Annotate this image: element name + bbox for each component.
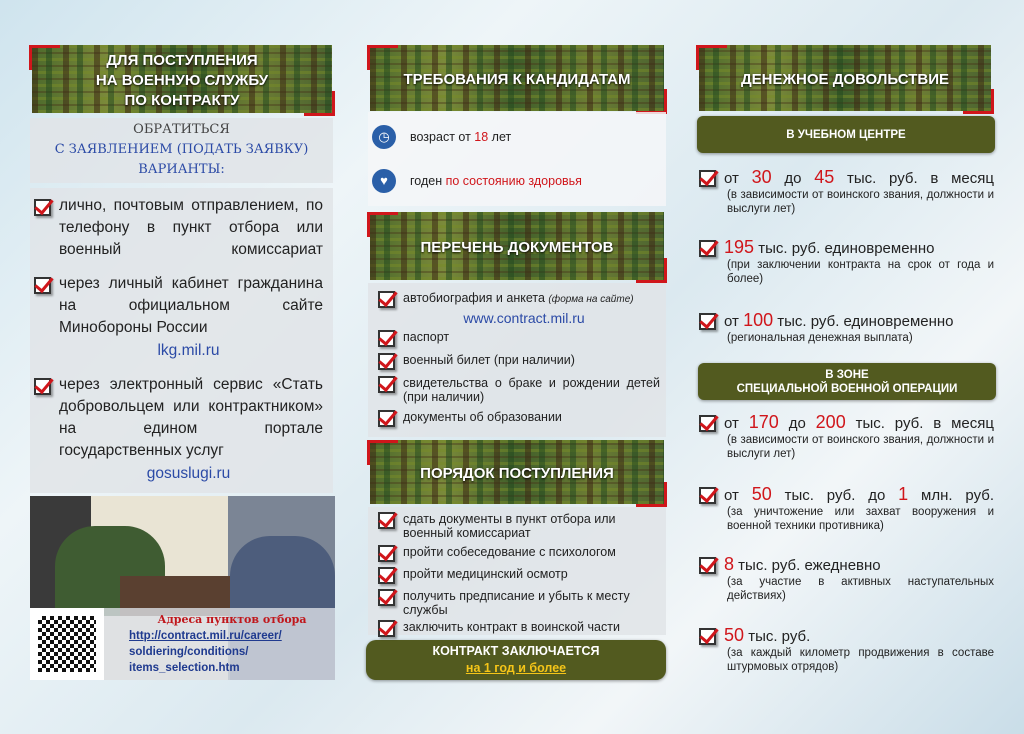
allowance-item xyxy=(699,413,994,461)
procedure-step xyxy=(378,545,660,562)
apply-line: ОБРАТИТЬСЯ xyxy=(133,122,230,137)
documents-list xyxy=(368,283,666,437)
apply-line: ВАРИАНТЫ: xyxy=(138,162,225,177)
checkbox-icon xyxy=(378,620,395,637)
document-item xyxy=(378,353,660,370)
checkbox-icon xyxy=(34,199,51,216)
checkbox-icon xyxy=(378,410,395,427)
qr-pattern xyxy=(38,616,96,672)
document-item xyxy=(378,291,660,308)
amount-value: 45 xyxy=(814,167,835,187)
step-text: получить предписание и убыть к месту службы xyxy=(403,589,630,617)
svo-header-line: В ЗОНЕ xyxy=(825,368,869,381)
allowance-item xyxy=(699,485,994,533)
amount-text: от xyxy=(724,487,752,504)
allowance-amount xyxy=(699,311,994,331)
gosuslugi-link[interactable]: gosuslugi.ru xyxy=(146,465,231,482)
amount-text: тыс. руб. в месяц xyxy=(845,415,994,432)
amount-value: 100 xyxy=(743,310,774,330)
training-center-header: В УЧЕБНОМ ЦЕНТРЕ xyxy=(697,116,995,153)
document-note: (форма на сайте) xyxy=(548,294,634,305)
allowance-item xyxy=(699,168,994,216)
addresses-url[interactable]: items_selection.htm xyxy=(129,662,240,674)
requirement-health xyxy=(372,169,666,193)
amount-text: тыс. руб. xyxy=(744,628,811,645)
documents-header: ПЕРЕЧЕНЬ ДОКУМЕНТОВ xyxy=(370,212,664,280)
procedure-step xyxy=(378,589,660,617)
contract-term-label: КОНТРАКТ ЗАКЛЮЧАЕТСЯ xyxy=(432,644,600,658)
header-line: ДЛЯ ПОСТУПЛЕНИЯ xyxy=(106,51,258,69)
document-text: военный билет (при наличии) xyxy=(403,353,575,367)
document-text: автобиография и анкета xyxy=(403,291,549,305)
amount-value: 1 xyxy=(898,484,909,504)
amount-value: 50 xyxy=(751,484,772,504)
heart-pulse-icon: ♥ xyxy=(372,169,396,193)
document-item xyxy=(378,330,660,347)
amount-text: тыс. руб. единовременно xyxy=(773,313,954,330)
checkbox-icon xyxy=(34,277,51,294)
amount-value: 50 xyxy=(724,625,745,645)
clock-icon: ◷ xyxy=(372,125,396,149)
requirements-box xyxy=(368,112,666,206)
req-value: 18 xyxy=(474,130,489,144)
checkbox-icon xyxy=(378,353,395,370)
option-text: лично, почтовым отправлением, по телефону в пункт отбора или военный комиссариат xyxy=(59,197,323,258)
document-item xyxy=(378,376,660,404)
document-text: документы об образовании xyxy=(403,410,562,424)
addresses-url[interactable]: http://contract.mil.ru/career/ xyxy=(129,630,282,642)
allowance-amount xyxy=(699,626,994,646)
recruitment-photo xyxy=(30,496,335,680)
amount-text: от xyxy=(724,415,749,432)
amount-value: 200 xyxy=(815,412,846,432)
allowance-header: ДЕНЕЖНОЕ ДОВОЛЬСТВИЕ xyxy=(699,45,991,111)
requirements-header: ТРЕБОВАНИЯ К КАНДИДАТАМ xyxy=(370,45,664,111)
options-box xyxy=(30,188,333,493)
document-text: свидетельства о браке и рождении детей (при наличии) xyxy=(403,376,660,404)
checkbox-icon xyxy=(699,557,716,574)
checkbox-icon xyxy=(699,240,716,257)
requirement-text xyxy=(410,174,582,188)
qr-code[interactable] xyxy=(30,608,104,680)
allowance-item xyxy=(699,238,994,286)
amount-value: 30 xyxy=(751,167,772,187)
requirement-text xyxy=(410,130,511,144)
allowance-note: (при заключении контракта на срок от года и более) xyxy=(727,259,994,285)
allowance-item xyxy=(699,311,994,345)
amount-text: тыс. руб. в месяц xyxy=(834,170,994,187)
document-text: паспорт xyxy=(403,330,450,344)
req-value: по состоянию здоровья xyxy=(445,174,582,188)
step-text: заключить контракт в воинской части xyxy=(403,620,620,634)
allowance-note: (за каждый километр продвижения в составе штурмовых отрядов) xyxy=(727,647,994,673)
procedure-step xyxy=(378,620,660,637)
allowance-amount xyxy=(699,485,994,505)
option-item xyxy=(34,374,323,462)
allowance-item xyxy=(699,555,994,603)
apply-box xyxy=(30,118,333,183)
allowance-amount xyxy=(699,238,994,258)
checkbox-icon xyxy=(699,170,716,187)
allowance-item xyxy=(699,626,994,674)
procedure-step xyxy=(378,567,660,584)
procedure-list xyxy=(368,507,666,635)
procedure-header: ПОРЯДОК ПОСТУПЛЕНИЯ xyxy=(370,440,664,504)
step-text: сдать документы в пункт отбора или военный комиссариат xyxy=(403,512,616,540)
checkbox-icon xyxy=(378,589,395,606)
checkbox-icon xyxy=(34,378,51,395)
svo-header-line: СПЕЦИАЛЬНОЙ ВОЕННОЙ ОПЕРАЦИИ xyxy=(736,382,958,395)
amount-text: до xyxy=(771,170,815,187)
option-text: через электронный сервис «Стать добровольцем или контрактником» на едином портале государственных услуг xyxy=(59,376,323,459)
req-label: возраст от xyxy=(410,130,475,144)
amount-text: тыс. руб. ежедневно xyxy=(734,557,881,574)
req-label: годен xyxy=(410,174,446,188)
step-text: пройти медицинский осмотр xyxy=(403,567,568,581)
checkbox-icon xyxy=(699,487,716,504)
amount-text: до xyxy=(778,415,816,432)
procedure-step xyxy=(378,512,660,540)
apply-line: С ЗАЯВЛЕНИЕМ (ПОДАТЬ ЗАЯВКУ) xyxy=(54,142,309,157)
req-suffix: лет xyxy=(488,130,512,144)
checkbox-icon xyxy=(699,313,716,330)
allowance-note: (за уничтожение или захват вооружения и военной техники противника) xyxy=(727,506,994,532)
checkbox-icon xyxy=(378,291,395,308)
amount-text: тыс. руб. до xyxy=(771,487,899,504)
checkbox-icon xyxy=(699,628,716,645)
checkbox-icon xyxy=(699,415,716,432)
allowance-amount xyxy=(699,168,994,188)
allowance-note: (в зависимости от воинского звания, должности и выслуги лет) xyxy=(727,189,994,215)
contract-term-value: на 1 год и более xyxy=(465,661,567,675)
allowance-note: (за участие в активных наступательных действиях) xyxy=(727,576,994,602)
header-line: ПО КОНТРАКТУ xyxy=(124,91,240,109)
amount-text: от xyxy=(724,170,752,187)
option-item xyxy=(34,273,323,339)
checkbox-icon xyxy=(378,512,395,529)
amount-text: тыс. руб. единовременно xyxy=(754,240,935,257)
option-item xyxy=(34,195,323,261)
contract-term-box xyxy=(366,640,666,680)
lkg-link[interactable]: lkg.mil.ru xyxy=(157,342,220,359)
header-line: НА ВОЕННУЮ СЛУЖБУ xyxy=(95,71,269,89)
allowance-amount xyxy=(699,555,994,575)
document-item xyxy=(378,410,660,427)
contract-service-header xyxy=(32,45,332,113)
option-text: через личный кабинет гражданина на официальном сайте Минобороны России xyxy=(59,275,323,336)
svo-header xyxy=(698,363,996,400)
amount-text: млн. руб. xyxy=(908,487,994,504)
checkbox-icon xyxy=(378,545,395,562)
amount-value: 8 xyxy=(724,554,735,574)
allowance-amount xyxy=(699,413,994,433)
contract-site-link[interactable]: www.contract.mil.ru xyxy=(463,310,585,326)
amount-text: от xyxy=(724,313,744,330)
allowance-note: (региональная денежная выплата) xyxy=(727,332,913,344)
checkbox-icon xyxy=(378,330,395,347)
step-text: пройти собеседование с психологом xyxy=(403,545,616,559)
allowance-note: (в зависимости от воинского звания, должности и выслуги лет) xyxy=(727,434,994,460)
checkbox-icon xyxy=(378,567,395,584)
requirement-age xyxy=(372,125,666,149)
checkbox-icon xyxy=(378,376,395,393)
addresses-title: Адреса пунктов отбора xyxy=(157,613,307,626)
addresses-url[interactable]: soldiering/conditions/ xyxy=(129,646,249,658)
amount-value: 195 xyxy=(724,237,755,257)
addresses-box xyxy=(104,608,335,680)
amount-value: 170 xyxy=(748,412,779,432)
